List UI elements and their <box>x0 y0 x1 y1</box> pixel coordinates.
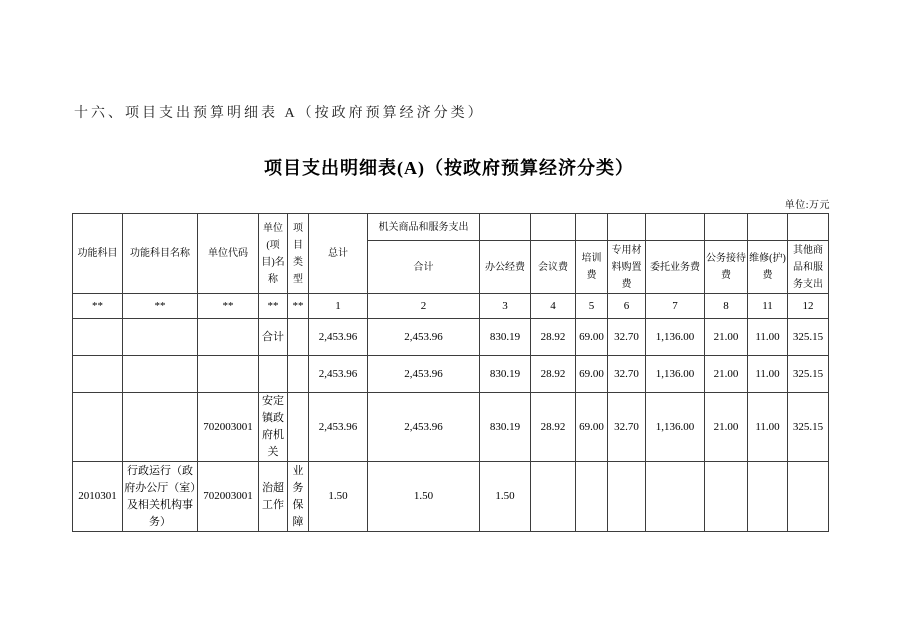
group-empty-cell <box>576 214 608 241</box>
data-cell: 28.92 <box>531 319 576 356</box>
header-cell: 其他商品和服务支出 <box>788 241 829 294</box>
data-cell: 2,453.96 <box>309 319 368 356</box>
data-cell: 11.00 <box>748 393 788 462</box>
header-cell: 公务接待费 <box>705 241 748 294</box>
data-cell <box>123 393 198 462</box>
code-cell: 2 <box>368 294 480 319</box>
data-cell: 32.70 <box>608 319 646 356</box>
code-cell: ** <box>259 294 288 319</box>
code-cell: 7 <box>646 294 705 319</box>
code-cell: 12 <box>788 294 829 319</box>
code-cell: 1 <box>309 294 368 319</box>
section-heading: 十六、项目支出预算明细表 A（按政府预算经济分类） <box>74 106 485 121</box>
data-cell <box>288 356 309 393</box>
data-cell: 32.70 <box>608 393 646 462</box>
code-cell: ** <box>123 294 198 319</box>
data-cell: 1.50 <box>368 462 480 532</box>
data-cell <box>73 393 123 462</box>
data-cell: 69.00 <box>576 319 608 356</box>
table-body <box>73 319 829 532</box>
header-cell: 单位代码 <box>198 214 259 294</box>
data-cell: 2010301 <box>73 462 123 532</box>
data-cell <box>198 319 259 356</box>
header-cell: 会议费 <box>531 241 576 294</box>
data-cell: 1,136.00 <box>646 393 705 462</box>
data-cell: 830.19 <box>480 356 531 393</box>
data-cell: 28.92 <box>531 356 576 393</box>
data-cell <box>259 356 288 393</box>
code-cell: 8 <box>705 294 748 319</box>
table-row <box>73 319 829 356</box>
data-cell <box>531 462 576 532</box>
group-empty-cell <box>705 214 748 241</box>
data-cell: 1.50 <box>480 462 531 532</box>
header-cell: 合计 <box>368 241 480 294</box>
data-cell <box>288 319 309 356</box>
group-header-cell: 机关商品和服务支出 <box>368 214 480 241</box>
header-cell: 培训费 <box>576 241 608 294</box>
table-head <box>73 214 829 319</box>
data-cell: 业务保障 <box>288 462 309 532</box>
data-cell <box>123 319 198 356</box>
code-cell: ** <box>288 294 309 319</box>
table-row-codes <box>73 294 829 319</box>
data-cell: 21.00 <box>705 319 748 356</box>
group-empty-cell <box>646 214 705 241</box>
data-cell <box>788 462 829 532</box>
group-empty-cell <box>788 214 829 241</box>
data-cell <box>288 393 309 462</box>
table-row <box>73 356 829 393</box>
data-cell: 1,136.00 <box>646 319 705 356</box>
data-cell: 2,453.96 <box>368 319 480 356</box>
data-cell <box>608 462 646 532</box>
data-cell: 合计 <box>259 319 288 356</box>
code-cell: 5 <box>576 294 608 319</box>
header-cell: 委托业务费 <box>646 241 705 294</box>
group-empty-cell <box>531 214 576 241</box>
code-cell: ** <box>73 294 123 319</box>
data-cell: 11.00 <box>748 319 788 356</box>
header-cell: 维修(护)费 <box>748 241 788 294</box>
header-cell: 办公经费 <box>480 241 531 294</box>
data-cell: 2,453.96 <box>368 356 480 393</box>
table-row <box>73 462 829 532</box>
data-cell: 325.15 <box>788 393 829 462</box>
data-cell: 325.15 <box>788 356 829 393</box>
data-cell: 安定镇政府机关 <box>259 393 288 462</box>
data-cell <box>646 462 705 532</box>
data-cell <box>123 356 198 393</box>
data-cell: 830.19 <box>480 393 531 462</box>
data-cell: 325.15 <box>788 319 829 356</box>
data-cell: 28.92 <box>531 393 576 462</box>
unit-note: 单位:万元 <box>784 200 830 211</box>
group-empty-cell <box>748 214 788 241</box>
header-cell: 功能科目 <box>73 214 123 294</box>
data-cell <box>705 462 748 532</box>
data-cell: 1,136.00 <box>646 356 705 393</box>
code-cell: 11 <box>748 294 788 319</box>
data-cell <box>73 356 123 393</box>
data-cell: 21.00 <box>705 393 748 462</box>
code-cell: 3 <box>480 294 531 319</box>
data-cell: 1.50 <box>309 462 368 532</box>
data-cell: 32.70 <box>608 356 646 393</box>
data-cell: 行政运行（政府办公厅（室）及相关机构事务） <box>123 462 198 532</box>
data-cell: 702003001 <box>198 393 259 462</box>
data-cell: 69.00 <box>576 393 608 462</box>
data-cell <box>748 462 788 532</box>
header-cell: 功能科目名称 <box>123 214 198 294</box>
group-empty-cell <box>480 214 531 241</box>
data-cell: 治超工作 <box>259 462 288 532</box>
header-cell: 专用材料购置费 <box>608 241 646 294</box>
data-cell: 830.19 <box>480 319 531 356</box>
data-cell: 2,453.96 <box>368 393 480 462</box>
data-cell: 11.00 <box>748 356 788 393</box>
project-expenditure-table <box>72 213 829 532</box>
data-cell <box>576 462 608 532</box>
code-cell: 4 <box>531 294 576 319</box>
table-title: 项目支出明细表(A)（按政府预算经济分类） <box>264 158 634 178</box>
data-cell: 2,453.96 <box>309 356 368 393</box>
data-cell: 702003001 <box>198 462 259 532</box>
table-row-group-header <box>73 214 829 241</box>
table-row <box>73 393 829 462</box>
data-cell: 21.00 <box>705 356 748 393</box>
data-cell <box>198 356 259 393</box>
data-cell <box>73 319 123 356</box>
header-cell: 项目类型 <box>288 214 309 294</box>
data-cell: 2,453.96 <box>309 393 368 462</box>
data-cell: 69.00 <box>576 356 608 393</box>
header-cell: 单位(项目)名称 <box>259 214 288 294</box>
group-empty-cell <box>608 214 646 241</box>
code-cell: 6 <box>608 294 646 319</box>
code-cell: ** <box>198 294 259 319</box>
header-cell: 总计 <box>309 214 368 294</box>
